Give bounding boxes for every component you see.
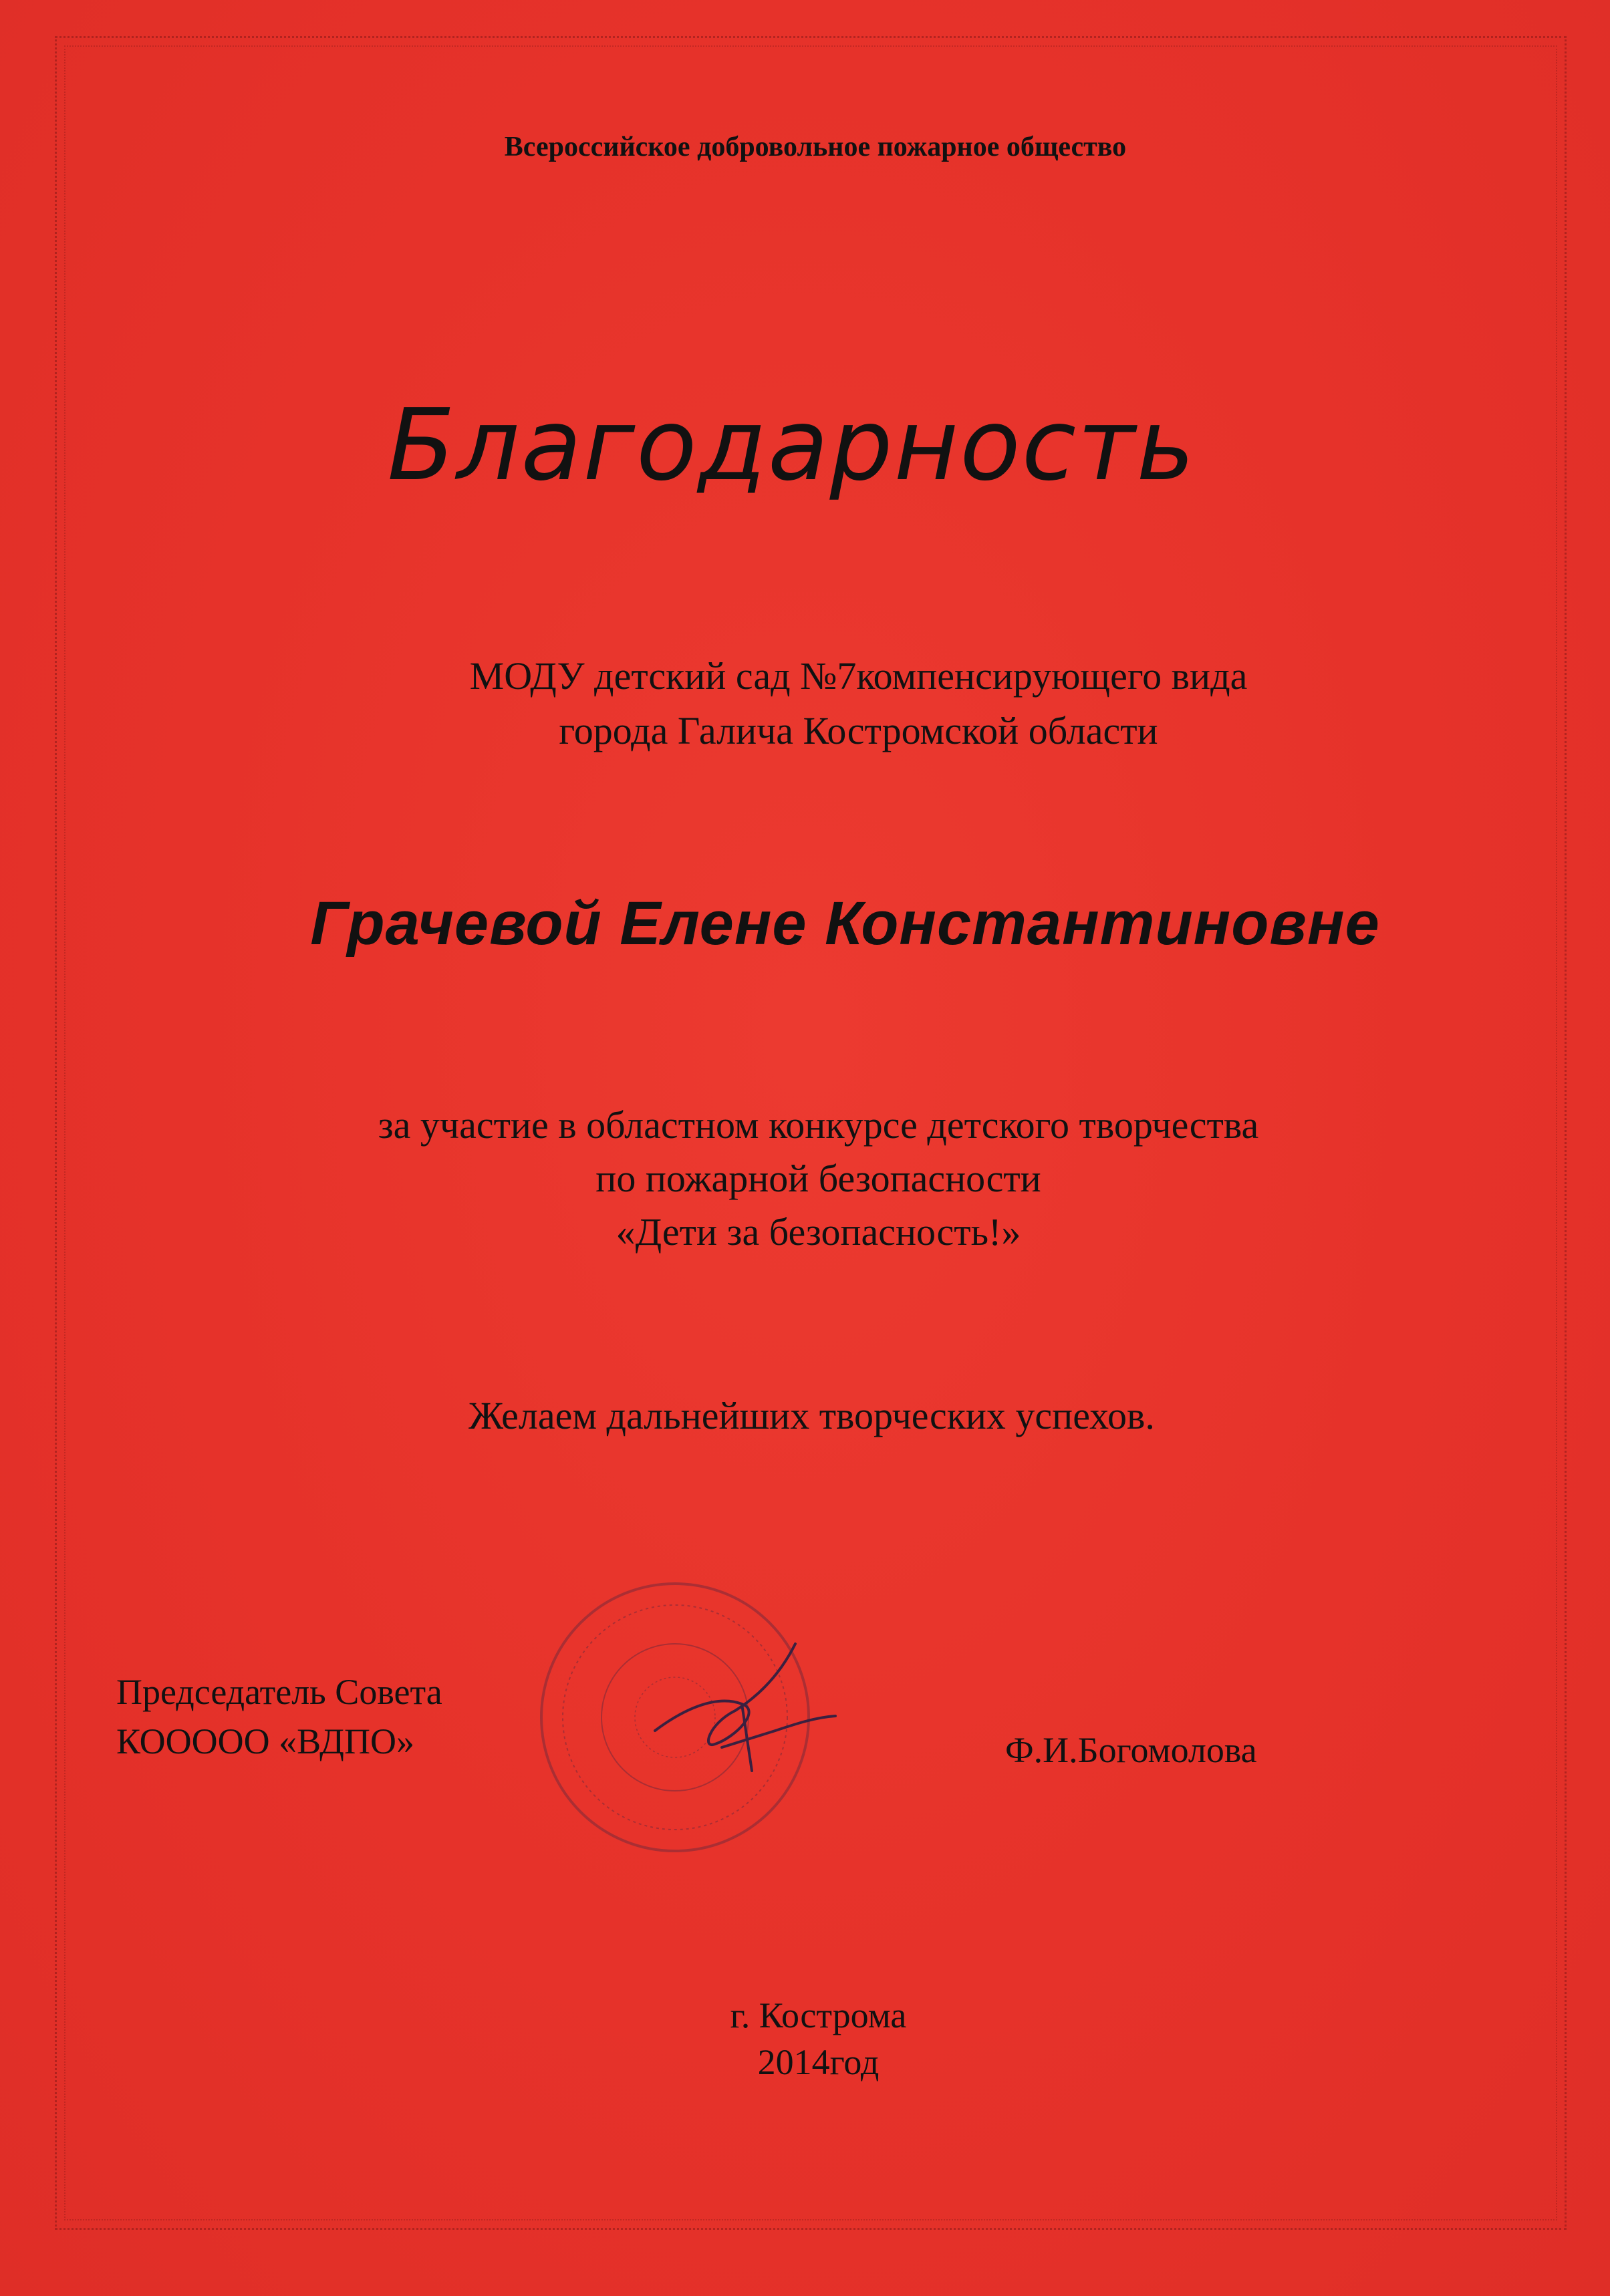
city: г. Кострома <box>730 1995 907 2035</box>
reason-line-3: «Дети за безопасность!» <box>616 1210 1021 1254</box>
reason-line-2: по пожарной безопасности <box>595 1157 1041 1200</box>
certificate-title: Благодарность <box>387 388 1196 503</box>
signatory-title <box>116 1667 442 1766</box>
signatory-title-line-1: Председатель Совета <box>116 1672 442 1712</box>
institution-line-1: МОДУ детский сад №7компенсирующего вида <box>469 654 1248 698</box>
signatory-name: Ф.И.Богомолова <box>1005 1730 1257 1770</box>
year: 2014год <box>757 2042 880 2082</box>
reason-line-1: за участие в областном конкурсе детского творчества <box>378 1103 1259 1147</box>
organization-header: Всероссийское добровольное пожарное общество <box>504 132 1127 162</box>
signatory-title-line-2: КООООО «ВДПО» <box>116 1721 414 1761</box>
signature-icon <box>642 1630 842 1784</box>
wish-text: Желаем дальнейших творческих успехов. <box>468 1394 1155 1437</box>
recipient-name: Грачевой Елене Константиновне <box>310 889 1380 958</box>
institution-line-2: города Галича Костромской области <box>559 709 1158 752</box>
